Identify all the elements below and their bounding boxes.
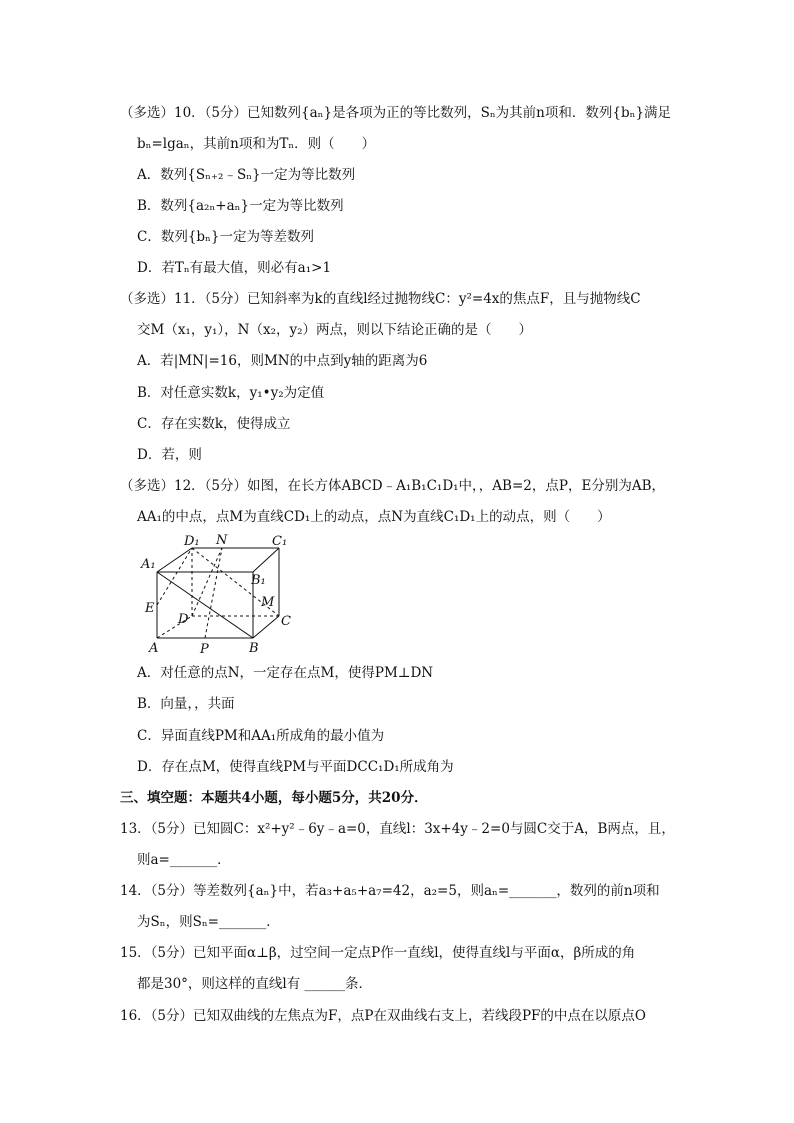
q15-stem-2: 都是30°，则这样的直线l有 ______条． bbox=[137, 976, 373, 992]
q10-stem-2: bₙ=lgaₙ，其前n项和为Tₙ．则（ ） bbox=[137, 136, 376, 152]
label-d: D bbox=[178, 612, 189, 627]
q10-option-b: B．数列{a₂ₙ+aₙ}一定为等比数列 bbox=[137, 198, 344, 214]
edge-b-c bbox=[253, 616, 279, 638]
hidden-e-d1 bbox=[157, 548, 192, 605]
q16-stem-1: 16．（5分）已知双曲线的左焦点为F，点P在双曲线右支上，若线段PF的中点在以原点O bbox=[120, 1008, 646, 1024]
edge-a1-d1 bbox=[157, 548, 192, 572]
label-a: A bbox=[149, 641, 159, 656]
q10-option-d: D．若Tₙ有最大值，则必有a₁>1 bbox=[137, 260, 332, 276]
label-b: B bbox=[249, 641, 259, 656]
q10-option-a: A．数列{Sₙ₊₂﹣Sₙ}一定为等比数列 bbox=[137, 167, 356, 183]
q11-stem-2: 交M（x₁，y₁），N（x₂，y₂）两点，则以下结论正确的是（ ） bbox=[137, 322, 533, 338]
q11-option-b: B．对任意实数k，y₁•y₂为定值 bbox=[137, 385, 325, 401]
label-e: E bbox=[145, 601, 155, 616]
q14-stem-1: 14．（5分）等差数列{aₙ}中，若a₃+a₅+a₇=42，a₂=5，则aₙ=_______，数列的前n项和 bbox=[120, 883, 660, 899]
cuboid-diagram bbox=[140, 532, 300, 657]
q12-option-b: B．向量，，共面 bbox=[137, 696, 235, 712]
cuboid-figure bbox=[140, 532, 300, 657]
label-c1: C₁ bbox=[272, 534, 288, 549]
q12-option-a: A．对任意的点N，一定存在点M，使得PM⊥DN bbox=[137, 665, 434, 681]
label-a1: A₁ bbox=[141, 557, 156, 572]
q12-stem-2: AA₁的中点，点M为直线CD₁上的动点，点N为直线C₁D₁上的动点，则（ ） bbox=[137, 509, 611, 525]
diag-a1-b bbox=[157, 572, 253, 638]
q11-stem-1: （多选）11．（5分）已知斜率为k的直线l经过抛物线C：y²=4x的焦点F，且与抛物线C bbox=[120, 291, 641, 307]
label-c: C bbox=[281, 614, 291, 629]
q13-stem-1: 13．（5分）已知圆C：x²+y²﹣6y﹣a=0，直线l：3x+4y﹣2=0与圆C交于A，B两点，且， bbox=[120, 821, 675, 837]
label-d1: D₁ bbox=[184, 534, 200, 549]
hidden-p-n bbox=[205, 548, 222, 638]
label-b1: B₁ bbox=[251, 573, 266, 588]
q12-option-d: D．存在点M，使得直线PM与平面DCC₁D₁所成角为 bbox=[137, 759, 454, 775]
q15-stem-1: 15．（5分）已知平面α⊥β，过空间一定点P作一直线l，使得直线l与平面α，β所成的角 bbox=[120, 945, 636, 961]
edge-b1-c1 bbox=[253, 548, 279, 572]
label-p: P bbox=[200, 642, 209, 657]
label-n: N bbox=[216, 533, 228, 548]
q13-stem-2: 则a=_______． bbox=[137, 852, 231, 868]
q12-option-c: C．异面直线PM和AA₁所成角的最小值为 bbox=[137, 728, 385, 744]
q11-option-a: A．若|MN|=16，则MN的中点到y轴的距离为6 bbox=[137, 353, 428, 369]
q10-option-c: C．数列{bₙ}一定为等差数列 bbox=[137, 229, 314, 245]
q14-stem-2: 为Sₙ，则Sₙ=_______． bbox=[137, 914, 280, 930]
q12-stem-1: （多选）12．（5分）如图，在长方体ABCD﹣A₁B₁C₁D₁中，，AB=2，点P，E分别为AB， bbox=[120, 478, 665, 494]
q11-option-d: D．若，则 bbox=[137, 447, 202, 463]
label-m: M bbox=[261, 595, 275, 610]
q10-stem-1: （多选）10．（5分）已知数列{aₙ}是各项为正的等比数列，Sₙ为其前n项和．数列{bₙ}满足 bbox=[120, 105, 672, 121]
q11-option-c: C．存在实数k，使得成立 bbox=[137, 416, 291, 432]
section-3-heading: 三、填空题：本题共4小题，每小题5分，共20分． bbox=[120, 790, 428, 806]
